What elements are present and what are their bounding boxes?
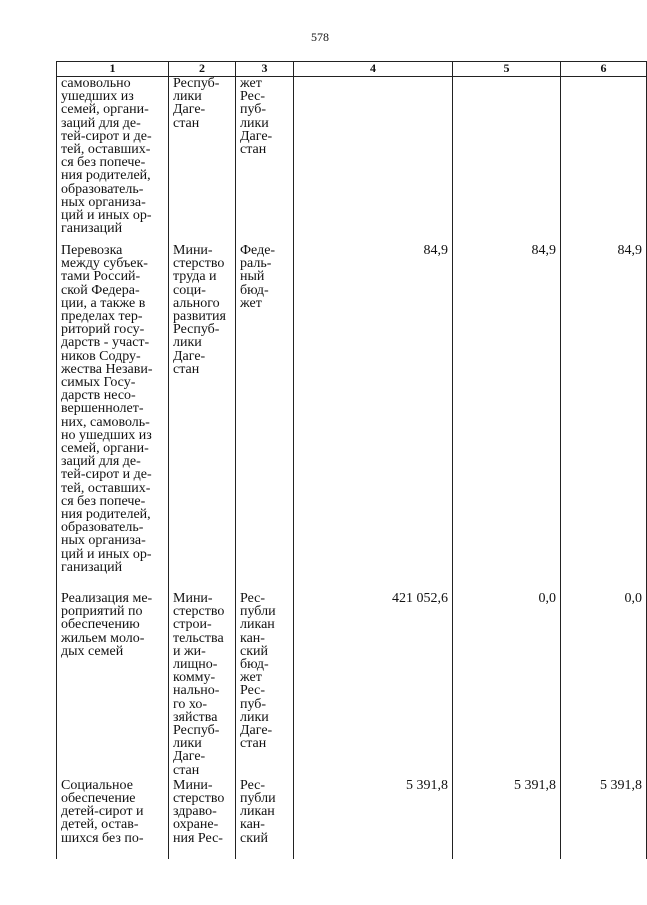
cell-value-col-6: 84,9 bbox=[561, 242, 647, 590]
header-col-5: 5 bbox=[453, 62, 561, 77]
cell-text-line: кан- bbox=[240, 817, 265, 833]
cell-value-col-6 bbox=[561, 77, 647, 243]
cell-text-line: Даге- bbox=[173, 102, 206, 118]
cell-text-line: пределах тер- bbox=[61, 309, 143, 325]
cell-text-line: публи bbox=[240, 604, 276, 620]
cell-text-line: жильем моло- bbox=[61, 630, 145, 646]
cell-text-line: Даге- bbox=[173, 749, 206, 765]
cell-col-3 bbox=[236, 77, 294, 243]
cell-text-line: здраво- bbox=[173, 804, 217, 820]
cell-text-line: пуб- bbox=[240, 102, 267, 118]
cell-text-line: образователь- bbox=[61, 181, 144, 197]
cell-text-line: кан- bbox=[240, 630, 265, 646]
cell-text-line: стерство bbox=[173, 256, 225, 272]
cell-text-line: обеспечению bbox=[61, 617, 140, 633]
cell-text-line: Рес- bbox=[240, 683, 266, 699]
cell-text-line: Даге- bbox=[240, 723, 273, 739]
table-row bbox=[57, 590, 647, 777]
header-row bbox=[57, 62, 647, 77]
cell-text-line: Даге- bbox=[173, 348, 206, 364]
cell-text-line: Даге- bbox=[240, 128, 273, 144]
cell-value-col-5: 5 391,8 bbox=[453, 777, 561, 859]
cell-text-line: го хо- bbox=[173, 696, 208, 712]
cell-text-line: публи bbox=[240, 791, 276, 807]
cell-text-line: Мини- bbox=[173, 591, 213, 606]
cell-text-line: ся без попече- bbox=[61, 155, 146, 171]
cell-text-line: лищно- bbox=[173, 657, 218, 673]
cell-text-line: заций для де- bbox=[61, 115, 141, 131]
cell-text-line: труда и bbox=[173, 269, 217, 285]
cell-text-line: детей, остав- bbox=[61, 817, 139, 833]
cell-col-2 bbox=[169, 590, 236, 777]
cell-text-line: ния родителей, bbox=[61, 507, 151, 523]
cell-text-line: Респуб- bbox=[173, 723, 220, 739]
cell-text-line: Мини- bbox=[173, 777, 213, 793]
cell-col-3 bbox=[236, 242, 294, 590]
cell-text-line: ской Федера- bbox=[61, 282, 140, 298]
cell-text-line: стан bbox=[173, 762, 200, 778]
cell-value-col-4: 421 052,6 bbox=[294, 590, 453, 777]
cell-text-line: ния родителей, bbox=[61, 168, 151, 184]
cell-text-line: ный bbox=[240, 269, 265, 285]
cell-text-line: развития bbox=[173, 309, 226, 325]
cell-text-line: жет bbox=[240, 76, 262, 91]
cell-value-col-4: 84,9 bbox=[294, 242, 453, 590]
cell-text-line: ся без попече- bbox=[61, 493, 146, 509]
cell-text-line: Рес- bbox=[240, 89, 266, 105]
cell-text-line: жет bbox=[240, 670, 262, 686]
cell-text-line: ального bbox=[173, 295, 220, 311]
cell-text-line: образователь- bbox=[61, 520, 144, 536]
header-col-6: 6 bbox=[561, 62, 647, 77]
cell-value-col-6: 0,0 bbox=[561, 590, 647, 777]
cell-text-line: самовольно bbox=[61, 76, 131, 91]
cell-col-1 bbox=[57, 77, 169, 243]
cell-text-line: жет bbox=[240, 295, 262, 311]
cell-text-line: стерство bbox=[173, 791, 225, 807]
budget-table bbox=[56, 61, 647, 859]
cell-text-line: роприятий по bbox=[61, 604, 143, 620]
cell-text-line: Рес- bbox=[240, 777, 266, 793]
cell-text-line: стан bbox=[240, 736, 267, 752]
table-row bbox=[57, 777, 647, 859]
cell-text-line: обеспечение bbox=[61, 791, 136, 807]
cell-text-line: стан bbox=[173, 115, 200, 131]
cell-text-line: ганизаций bbox=[61, 221, 123, 237]
cell-text-line: симых Госу- bbox=[61, 375, 136, 391]
cell-text-line: ников Содру- bbox=[61, 348, 141, 364]
cell-text-line: ский bbox=[240, 830, 268, 846]
cell-text-line: бюд- bbox=[240, 657, 269, 673]
header-col-2: 2 bbox=[169, 62, 236, 77]
cell-text-line: дарств - участ- bbox=[61, 335, 150, 351]
page-number: 578 bbox=[311, 30, 329, 44]
cell-text-line: нально- bbox=[173, 683, 220, 699]
cell-text-line: них, самоволь- bbox=[61, 414, 150, 430]
table-row bbox=[57, 77, 647, 243]
cell-text-line: дых семей bbox=[61, 643, 124, 659]
cell-text-line: ций и иных ор- bbox=[61, 546, 152, 562]
cell-text-line: ных организа- bbox=[61, 194, 146, 210]
cell-text-line: дарств несо- bbox=[61, 388, 136, 404]
cell-col-1 bbox=[57, 777, 169, 859]
cell-text-line: заций для де- bbox=[61, 454, 141, 470]
cell-text-line: раль- bbox=[240, 256, 272, 272]
cell-text-line: лики bbox=[173, 89, 202, 105]
cell-value-col-4 bbox=[294, 77, 453, 243]
cell-text-line: бюд- bbox=[240, 282, 269, 298]
cell-text-line: шихся без по- bbox=[61, 830, 144, 846]
cell-text-line: комму- bbox=[173, 670, 216, 686]
header-col-4: 4 bbox=[294, 62, 453, 77]
cell-text-line: тей, оставших- bbox=[61, 142, 151, 158]
cell-text-line: тей-сирот и де- bbox=[61, 128, 152, 144]
cell-text-line: риторий госу- bbox=[61, 322, 145, 338]
cell-text-line: тей-сирот и де- bbox=[61, 467, 152, 483]
cell-text-line: Мини- bbox=[173, 243, 213, 258]
cell-text-line: ушедших из bbox=[61, 89, 134, 105]
cell-text-line: вершеннолет- bbox=[61, 401, 144, 417]
cell-text-line: Реализация ме- bbox=[61, 591, 153, 606]
table-row bbox=[57, 242, 647, 590]
cell-text-line: детей-сирот и bbox=[61, 804, 144, 820]
cell-text-line: ции, а также в bbox=[61, 295, 146, 311]
cell-text-line: ций и иных ор- bbox=[61, 208, 152, 224]
cell-text-line: но ушедших из bbox=[61, 427, 152, 443]
cell-text-line: тей, оставших- bbox=[61, 480, 151, 496]
cell-text-line: ликан bbox=[240, 617, 275, 633]
cell-text-line: зяйства bbox=[173, 709, 218, 725]
cell-text-line: лики bbox=[240, 115, 269, 131]
cell-text-line: стерство bbox=[173, 604, 225, 620]
cell-text-line: лики bbox=[173, 736, 202, 752]
cell-text-line: стан bbox=[240, 142, 267, 158]
cell-text-line: тельства bbox=[173, 630, 224, 646]
cell-value-col-6: 5 391,8 bbox=[561, 777, 647, 859]
header-col-3: 3 bbox=[236, 62, 294, 77]
cell-text-line: ликан bbox=[240, 804, 275, 820]
cell-value-col-5: 0,0 bbox=[453, 590, 561, 777]
cell-text-line: и жи- bbox=[173, 643, 206, 659]
cell-col-2 bbox=[169, 77, 236, 243]
cell-text-line: Респуб- bbox=[173, 322, 220, 338]
cell-text-line: ния Рес- bbox=[173, 830, 223, 846]
cell-col-1 bbox=[57, 242, 169, 590]
cell-text-line: соци- bbox=[173, 282, 206, 298]
cell-text-line: Перевозка bbox=[61, 243, 123, 258]
cell-text-line: лики bbox=[240, 709, 269, 725]
cell-text-line: строи- bbox=[173, 617, 212, 633]
cell-text-line: семей, органи- bbox=[61, 441, 149, 457]
cell-text-line: стан bbox=[173, 361, 200, 377]
cell-col-3 bbox=[236, 590, 294, 777]
cell-text-line: ных организа- bbox=[61, 533, 146, 549]
cell-col-3 bbox=[236, 777, 294, 859]
cell-text-line: пуб- bbox=[240, 696, 267, 712]
cell-text-line: лики bbox=[173, 335, 202, 351]
cell-col-2 bbox=[169, 777, 236, 859]
header-col-1: 1 bbox=[57, 62, 169, 77]
cell-text-line: тами Россий- bbox=[61, 269, 141, 285]
cell-text-line: семей, органи- bbox=[61, 102, 149, 118]
cell-text-line: жества Незави- bbox=[61, 361, 153, 377]
cell-text-line: Социальное bbox=[61, 777, 133, 793]
cell-col-2 bbox=[169, 242, 236, 590]
cell-text-line: Феде- bbox=[240, 243, 276, 258]
cell-value-col-5 bbox=[453, 77, 561, 243]
cell-value-col-4: 5 391,8 bbox=[294, 777, 453, 859]
cell-text-line: ский bbox=[240, 643, 268, 659]
cell-text-line: охране- bbox=[173, 817, 219, 833]
cell-value-col-5: 84,9 bbox=[453, 242, 561, 590]
cell-text-line: между субъек- bbox=[61, 256, 148, 272]
cell-text-line: Рес- bbox=[240, 591, 266, 606]
cell-text-line: ганизаций bbox=[61, 559, 123, 575]
cell-col-1 bbox=[57, 590, 169, 777]
cell-text-line: Респуб- bbox=[173, 76, 220, 91]
